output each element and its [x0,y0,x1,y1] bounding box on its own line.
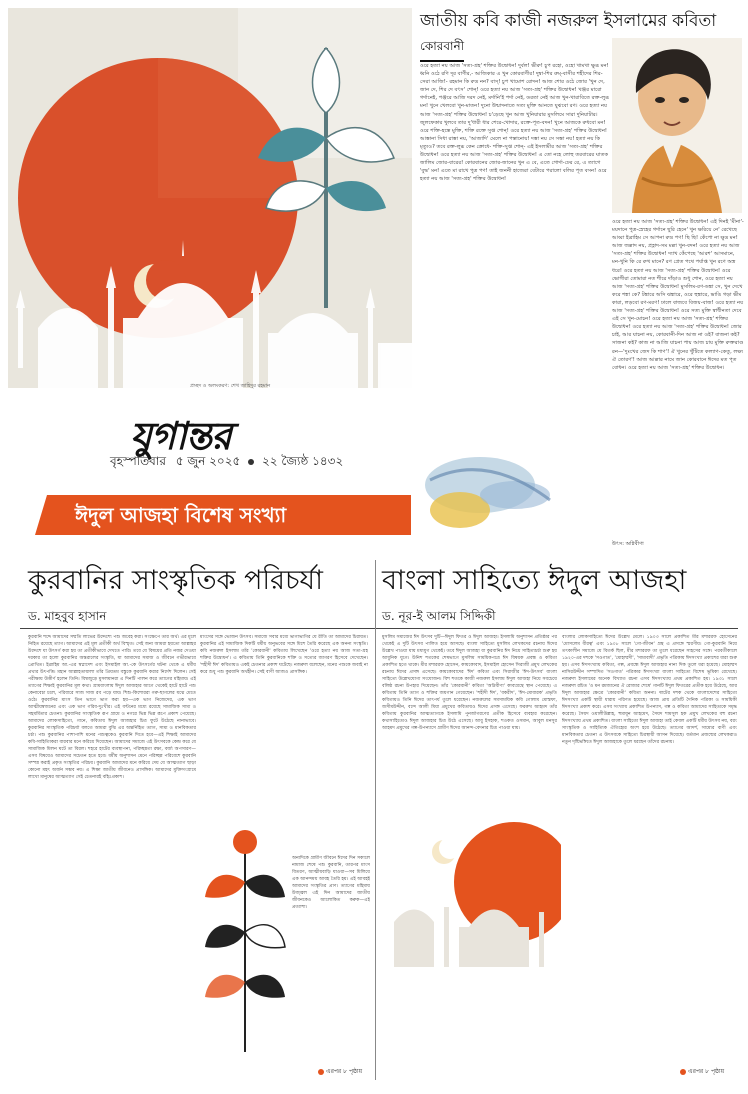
article1-author: ড. মাহবুব হাসান [28,609,107,623]
hero-illustration [8,8,412,388]
article2-title[interactable]: বাংলা সাহিত্যে ঈদুল আজহা [382,565,687,596]
dateline-date-b: ২২ জ্যৈষ্ঠ ১৪৩২ [261,454,344,468]
special-issue-banner [27,495,411,535]
dateline-date-a: ৫ জুন ২০২৫ [175,454,241,468]
article1-continued[interactable] [318,1066,362,1077]
banner-text: ঈদুল আজহা বিশেষ সংখ্যা [75,503,287,527]
article2-continued[interactable] [680,1066,724,1077]
poem-heading: জাতীয় কবি কাজী নজরুল ইসলামের কবিতা [420,11,717,31]
bullet-icon [248,459,254,465]
poem-source: উৎস: অগ্নিবীণা [612,541,644,547]
article1-column-1: কুরবানি শব্দে আমাদের সম্মতি লাভের উদ্দেশ্যে পশু জবেহ করা। সংক্ষেপে তার অর্থ। এর মূলে নিহিত রয়েছে ত্যাগ। আমাদের এই মূল প্রতীকী অর্থ বিস্মৃত। সেই জন্য আমরা হয়তো আল্লাহর উদ্দেশে যা উৎসর্গ করা হয় তা প্রতীকীভাবে দেখতে পারি। তবে যে বিষয়ের প্রতি নজর দেওয়া দরকার তা হলো কুরবানির অন্তরালের সংস্কৃতি, যা আমাদের সমাজ ও জীবনে গভীরভাবে প্রোথিত। ইব্রাহিম আ.-এর স্বপ্নাদেশ এবং ইসমাইল আ.-কে উৎসর্গের ঘটনা থেকে এ ধর্মীয় প্রথার উৎপত্তি। মহান আল্লাহতায়ালা তাঁর প্রিয়তম বস্তুকে কুরবানি করার নির্দেশ দিলেন। সেই পরীক্ষায় উত্তীর্ণ হলেন তিনি। বিশ্বজুড়ে মুসলমানরা এ দিনটি পালন করে ত্যাগের মহিমায়। এই ত্যাগের শিক্ষাই কুরবানির মূল কথা। গ্রামবাংলায় ঈদুল আজহার আগে থেকেই হাটে হাটে পশু কেনাবেচা চলে, পরিবারে সাজ সাজ রব পড়ে যায়। শিশু-কিশোররা গরু-ছাগলের যত্নে মেতে ওঠে। কুরবানির মাংস তিন ভাগে ভাগ করা হয়—এক ভাগ নিজেদের, এক ভাগ আত্মীয়স্বজনের এবং এক ভাগ গরিব-দুঃখীর। এই বণ্টনের মধ্যে রয়েছে সামাজিক সাম্য ও সহমর্মিতার চেতনা। কুরবানির সাংস্কৃতিক রূপ গ্রামে ও নগরে ভিন্ন ভিন্ন রূপে প্রকাশ পেয়েছে। আমাদের লোকসাহিত্যে, গানে, কবিতায় ঈদুল আজহার চিত্র ফুটে উঠেছে নানাভাবে। কুরবানির সাংস্কৃতিক পরিচর্যা বলতে আমরা বুঝি এর অন্তর্নিহিত ত্যাগ, সাম্য ও মানবিকতার চর্চা। পশু কুরবানির পাশাপাশি মনের পশুত্বকেও কুরবানি দিতে হবে—এই শিক্ষাই আমাদের কবি-সাহিত্যিকরা বারবার মনে করিয়ে দিয়েছেন। আমাদের সমাজে এই উৎসবকে কেন্দ্র করে যে সামাজিক মিলন ঘটে তা বিরল। শহরে হাটের ব্যবস্থাপনা, পরিচ্ছন্নতা রক্ষা, বর্জ্য অপসারণ—এসব বিষয়েও আমাদের সচেতন হতে হবে। ধর্মীয় অনুশাসন মেনে পরিচ্ছন্ন পরিবেশে কুরবানি সম্পন্ন করাই প্রকৃত সংস্কৃতির পরিচয়। কুরবানি আমাদের মনে করিয়ে দেয় যে আত্মত্যাগ ছাড়া কোনো মহৎ অর্জন সম্ভব নয়। এ শিক্ষা জাতীয় জীবনেও প্রাসঙ্গিক। আমাদের মুক্তিসংগ্রামে লাখো মানুষের আত্মত্যাগ সেই চেতনারই বহিঃপ্রকাশ। [28,635,196,780]
article2-continued-label: এরপর ৮ পৃষ্ঠায় [688,1068,725,1075]
column-separator [375,560,376,1080]
hero-credit: প্রচ্ছদ ও অলংকরণ: শেখ জাহিদুর রহমান [190,383,271,389]
article1-column-2: মাংসের সঙ্গে ভোজন উৎসব। সমাজে সবার মধ্যে ভাগাভাগির যে রীতি তা আমাদের চিরায়ত। কুরবানির এই সামাজিক দিকটি ধর্মীয় অনুভবের সঙ্গে মিশে তৈরি করেছে এক অনন্য সংস্কৃতি। কবি নজরুল ইসলাম তাঁর 'কোরবানী' কবিতায় লিখেছেন 'ওরে হত্যা নয় আজ সত্য-গ্রহ শক্তির উদ্বোধন'। এ কবিতায় তিনি কুরবানিকে শক্তি ও সত্যের জাগরণ হিসেবে দেখেছেন। 'শহীদী ঈদ' কবিতায়ও একই চেতনার প্রকাশ ঘটেছে। নজরুল বলেছেন, মনের পশুকে জবাই না করে শুধু পশু কুরবানি অর্থহীন। সেই বাণী আজও প্রাসঙ্গিক। [200,635,368,675]
poem-column-1: ওরে হত্যা নয় আজ 'সত্য-গ্রহ' শক্তির উদ্বোধন! দুর্বল! ভীরু! চুপ রহো, ওহো খামখা ক্ষুব্ধ মন! ধ্বনি ওঠে রণি দূর বাণীর,- আজিকার এ খুন কোরবাণীর! দুম্বা-শির রুম্-বাসীর শহীদের শির-সেরা আজি!- রহমান কি রুদ্র নন? বাস্! চুপ খামোশ রোদন! আজ শোর ওঠে জোর 'খুন দে, জান দে, শির দে বৎস' শোন্! ওরে হত্যা নয় আজ 'সত্য-গ্রহ' শক্তির উদ্বোধন! খঞ্জর মারো গর্দানেই, পঞ্জরে আজি দরদ নেই, মর্দানি'ই পর্দা নেই, ডরতা নেই আজ খুন-খারাবিতে রক্ত-লুব্ধ মন! খুনে খেলবো খুন-মাতন! দুনো উন্মাদনাতে সত্য মুক্তি আনতে যুঝবো রণ। ওরে হত্যা নয় আজ 'সত্য-গ্রহ' শক্তির উদ্বোধন! চ'ড়েছে খুন আজ খুনিয়ারার মুসলিমে সারা দুনিয়াটার। জুলফেকার খুলবে তার দু'ধারী ধার শেরে-খোদার, রক্তে-পূত-বদন! খুনে আজকে রুধবো মন! ওরে শক্তি-হস্তে মুক্তি, শক্তি রক্তে সুপ্ত শোন্! ওরে হত্যা নয় আজ 'সত্য-গ্রহ' শক্তির উদ্বোধন! আস্তানা সিধা রাস্তা নয়, 'আজাদি' মেলে না পস্তানোয়! দস্তা নয় সে সস্তা নয়! হত্যা নয় কি মৃত্যুও? তবে রক্ত-লুব্ধ কেন ক্রোধে- শক্তি-সুপ্ত শোন্- এই ইসলামীর আজ 'সত্য-গ্রহ' শক্তির উদ্বোধন! ওরে হত্যা নয় আজ 'সত্য-গ্রহ' শক্তির উদ্বোধন! এ তো নহে লোহু তরবারের ঘাতক জালিম জোর-বারের! কোরবানের জোর-জানের খুন এ বে, এতে গোর্দা-ঢের রে, এ ত্যাগে 'বুদ্ধ' মন! এতে মা রাখে পুত্র পণ! তাই জননী হাজেরা বেটারে পরালো বলির পূত বসন! ওরে হত্যা নয় আজ 'সত্য-গ্রহ' শক্তির উদ্বোধন! [420,63,609,183]
hero-artwork [8,8,412,388]
dateline [110,453,343,473]
masthead [20,395,400,495]
watercolor-illustration [420,440,610,540]
floral-illustration [200,812,290,1062]
article1-title[interactable]: কুরবানির সাংস্কৃতিক পরিচর্যা [28,565,323,596]
watercolor-art [420,440,610,540]
article1-continued-label: এরপর ৮ পৃষ্ঠায় [326,1068,363,1075]
article2-column-1: মুসলিম সমাজের ঈদ উৎসব দুটি—ঈদুল ফিতর ও ঈদুল আজহা। ইসলামি অনুশাসন প্রতিষ্ঠার পর থেকেই এ দুটি উৎসব পালিত হয়ে আসছে। বাংলা সাহিত্যে মুসলিম লেখকদের রচনায় ঈদের উল্লেখ পাওয়া যায় মধ্যযুগ থেকেই। তবে ঈদুল আজহা বা কুরবানির ঈদ নিয়ে সাহিত্যচর্চা শুরু হয় আধুনিক যুগে। উনিশ শতকের শেষভাগে মুসলিম সাময়িকপত্রে ঈদ বিষয়ক প্রবন্ধ ও কবিতা প্রকাশিত হতে থাকে। মীর মশাররফ হোসেন, কায়কোবাদ, ইসমাইল হোসেন সিরাজী প্রমুখ লেখকের রচনায় ঈদের প্রসঙ্গ এসেছে। কায়কোবাদের 'ঈদ' কবিতা এবং সিরাজীর 'ঈদ-উৎসব' বাংলা সাহিত্যে উল্লেখযোগ্য সংযোজন। বিশ শতকে কাজী নজরুল ইসলাম ঈদুল আজহা নিয়ে সবচেয়ে বলিষ্ঠ রচনা উপহার দিয়েছেন। তাঁর 'কোরবানী' কবিতা 'অগ্নিবীণা' কাব্যগ্রন্থে স্থান পেয়েছে। এ কবিতায় তিনি ত্যাগ ও শক্তির জয়গান গেয়েছেন। 'শহীদী ঈদ', 'বকরীদ', 'ঈদ-মোবারক' প্রভৃতি কবিতায়ও তিনি ঈদের তাৎপর্য তুলে ধরেছেন। নজরুলের সমসাময়িক কবি গোলাম মোস্তফা, জসীমউদ্দীন, বন্দে আলী মিয়া প্রমুখের কবিতায়ও ঈদের প্রসঙ্গ এসেছে। ফররুখ আহমদ তাঁর কবিতায় কুরবানির আত্মত্যাগকে ইসলামি পুনর্জাগরণের প্রতীক হিসেবে ব্যবহার করেছেন। কথাসাহিত্যেও ঈদুল আজহার চিত্র উঠে এসেছে। আবু ইসহাক, শওকত ওসমান, আবুল মনসুর আহমদ প্রমুখের গল্প-উপন্যাসে গ্রামীণ ঈদের আনন্দ-বেদনার চিত্র পাওয়া যায়। [382,635,557,731]
dateline-day: বৃহস্পতিবার [110,454,166,468]
header-rule [20,628,738,629]
poem-column-2: ওরে হত্যা নয় আজ 'সত্য-গ্রহ' শক্তির উদ্বোধন! এই দিনই 'মীনা'-ময়দানে পুত্র-স্নেহের গর্দানে ছুরি হেনে' খুন ক্ষরিয়ে নে' রেখেছে আব্বা ইব্রাহিম সে আপনা রুদ্র পণ! ছি ছি! কেঁপো না ক্ষুদ্র মন! আজ জল্লাদ নয়, প্রহ্লাদ-সম মল্লা খুন-বদন! ওরে হত্যা নয় আজ 'সত্য-গ্রহ' শক্তির উদ্বোধন! দ্যাখ কেঁপেছে 'আরশ' আসমানে, মন-খুনি কি রে রুখ মানে? রণ প্রেত পথে পর্যাপ্ত খুন রণে অস্ত্র ধরে! ওরে হত্যা নয় আজ 'সত্য-গ্রহ' শক্তির উদ্বোধন! ওরে ভোগীরা তোমারা নত শীরে দাঁড়াও শুধু শোন, ওরে হত্যা নয় আজ 'সত্য-গ্রহ' শক্তির উদ্বোধন! মুসলিম-রণ-ডঙ্কা সে, খুন দেখে করে শঙ্কা কে? টঙ্কারে অসি ঝঙ্কারে, ওরে হুঙ্কারে, ভাঙি গড়া ভীম কারা, লড়বো রণ-মরণ! ঢালে বাজবে বিজয়-বাজ! ওরে হত্যা নয় আজ 'সত্য-গ্রহ' শক্তির উদ্বোধন! ওরে সত্য মুক্তি স্বাধীনতা দেবে এই সে খুন-মোচন! ওরে হত্যা নয় আজ 'সত্য-গ্রহ' শক্তির উদ্বোধন! ওরে হত্যা নয় আজ 'সত্য-গ্রহ' শক্তির উদ্বোধন! জোর চাই, আর যাচনা নয়, কোরবানী-দিন আজ না ওই? বাজনা কই? সাজনা কই? কাজ না আজি যাচনা পায় আজ চায় মুক্তি রুক্তরাণ্ড রন—'দুঃখের জেদ কি শাণ'! ঐ খুনের খুঁটিতে কল্যাণ-কেতু, লক্ষ্য ঐ তোরণ'! আজ আল্লার নামে জান কোরবানে ঈদের মত পূত বোধন। ওরে হত্যা নয় আজ 'সত্য-গ্রহ' শক্তির উদ্বোধন। [612,219,744,371]
article1-column-3: অন্যদিকে গ্রামীণ জীবনে ঈদের দিন সকালে নামাজ শেষে পশু কুরবানি, তারপর মাংস বিতরণ, আত্মীয়বাড়ি যাওয়া—সব মিলিয়ে এক আনন্দময় আবহ তৈরি হয়। এই আবহই আমাদের সংস্কৃতির প্রাণ। ত্যাগের মহিমায় উজ্জ্বল এই দিন আমাদের জাতীয় জীবনকেও আলোকিত করুক—এই প্রত্যাশা। [292,856,370,910]
article2-column-2: বাংলার লোকসাহিত্যে ঈদের উল্লেখ মেলে। ১৯০৩ সালে প্রকাশিত মীর মশাররফ হোসেনের 'মোসলেম বীরত্ব' এবং ১৯০৮ সালে 'গো-জীবন' গ্রন্থ এ প্রসঙ্গে স্মরণীয়। গো-কুরবানি নিয়ে তৎকালীন সমাজে যে বিতর্ক ছিল, মীর মশাররফ তা তুলে ধরেছেন সাহসের সঙ্গে। পরবর্তীকালে ১৯২০-এর দশকে 'সওগাত', 'মোহাম্মদী', 'সাম্যবাদী' প্রভৃতি পত্রিকায় ঈদসংখ্যা প্রকাশের ধারা শুরু হয়। এসব ঈদসংখ্যায় কবিতা, গল্প, প্রবন্ধে ঈদুল আজহার নানা দিক তুলে ধরা হয়েছে। মোহাম্মদ নাসিরউদ্দীন সম্পাদিত 'সওগাত' পত্রিকার ঈদসংখ্যা বাংলা সাহিত্যে বিশেষ ভূমিকা রেখেছে। নজরুল ইসলামের অনেক বিখ্যাত রচনা এসব ঈদসংখ্যায় প্রথম প্রকাশিত হয়। ১৯৩১ সালে নজরুল রচিত 'ও মন রমজানের ঐ রোজার শেষে' গানটি ঈদুল ফিতরের প্রতীক হয়ে উঠেছে, আর ঈদুল আজহার ক্ষেত্রে 'কোরবানী' কবিতা অনন্য। ষাটের দশক থেকে বাংলাদেশের সাহিত্যে ঈদসংখ্যা একটি স্থায়ী ধারায় পরিণত হয়েছে। আজ প্রায় প্রতিটি দৈনিক পত্রিকা ও সাময়িকী ঈদসংখ্যা প্রকাশ করে। এসব সংখ্যায় প্রকাশিত উপন্যাস, গল্প ও কবিতা আমাদের সাহিত্যকে সমৃদ্ধ করেছে। সৈয়দ ওয়ালীউল্লাহ, হুমায়ূন আহমেদ, সৈয়দ শামসুল হক প্রমুখ লেখকের বহু রচনা ঈদসংখ্যায় প্রথম প্রকাশিত। বাংলা সাহিত্যে ঈদুল আজহা তাই কেবল একটি ধর্মীয় উৎসব নয়, বরং সাংস্কৃতিক ও সাহিত্যিক ঐতিহ্যের অংশ হয়ে উঠেছে। ত্যাগের আদর্শ, সাম্যের বাণী এবং মানবিকতার চেতনা এ উৎসবকে সাহিত্যে চিরস্থায়ী আসন দিয়েছে। বর্তমান প্রজন্মের লেখকরাও নতুন দৃষ্টিভঙ্গিতে ঈদুল আজহাকে তুলে ধরছেন তাঁদের রচনায়। [562,635,737,745]
newspaper-logo[interactable]: যুগান্তর [130,413,231,458]
poem-title: কোরবানী [420,38,464,62]
article1-illustration [200,812,290,1062]
portrait-illustration [612,38,742,213]
article2-author: ড. নূর-ই আলম সিদ্দিকী [382,609,496,623]
poet-portrait [612,38,742,213]
continue-marker-icon [318,1069,324,1075]
sunset-illustration [384,812,561,967]
continue-marker-icon [680,1069,686,1075]
article2-illustration [384,812,561,967]
banner-notch [27,495,47,535]
